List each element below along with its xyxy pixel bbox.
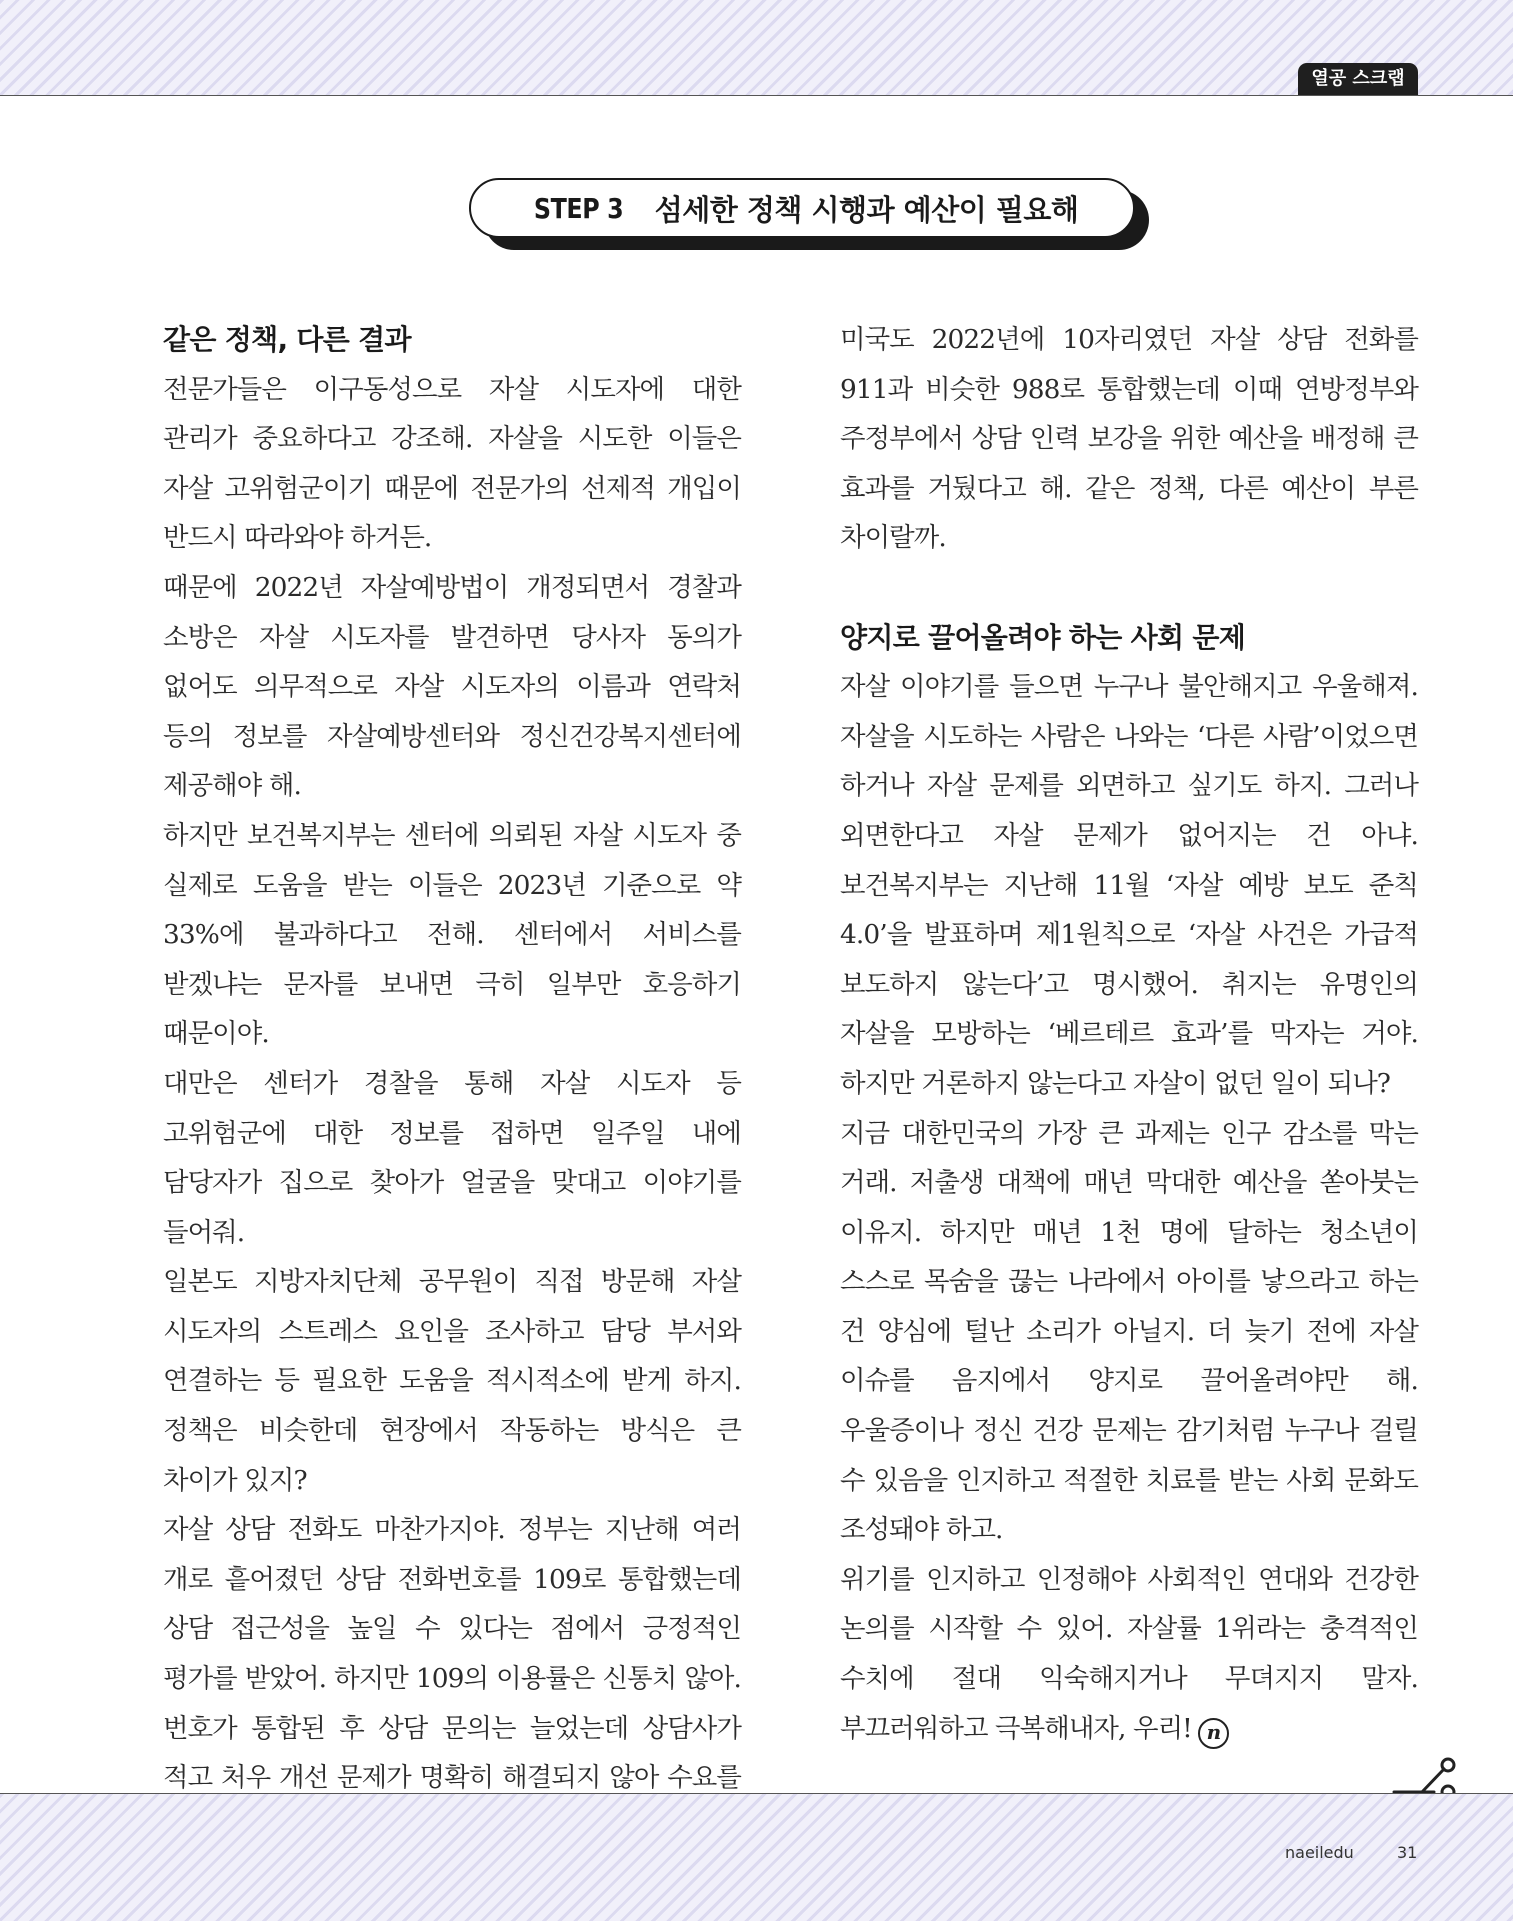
closing-text: 위기를 인지하고 인정해야 사회적인 연대와 건강한 논의를 시작할 수 있어. 자살률 1위라는 충격적인 수치에 절대 익숙해지거나 무뎌지지 말자. 부끄러워하고 극복해내자, 우리! (840, 1563, 1418, 1744)
section-tag: 열공 스크랩 (1298, 63, 1418, 95)
closing-paragraph (840, 1555, 1418, 1753)
step-banner (469, 178, 1135, 238)
body-paragraph: 미국도 2022년에 10자리였던 자살 상담 전화를 911과 비슷한 988로 통합했는데 이때 연방정부와 주정부에서 상담 인력 보강을 위한 예산을 배정해 큰 효과를 거뒀다고 해. 같은 정책, 다른 예산이 부른 차이랄까. (840, 324, 1418, 554)
right-column (840, 315, 1418, 1753)
section-heading: 양지로 끌어올려야 하는 사회 문제 (840, 620, 1246, 654)
paragraph-gap (840, 563, 1418, 613)
top-pattern-band (0, 0, 1513, 96)
end-mark-icon: n (1198, 1718, 1229, 1749)
left-column (163, 315, 741, 1852)
body-paragraph: 하지만 보건복지부는 센터에 의뢰된 자살 시도자 중 실제로 도움을 받는 이들은 2023년 기준으로 약 33%에 불과하다고 전해. 센터에서 서비스를 받겠냐는 문자를 보내면 극히 일부만 호응하기 때문이야. (163, 819, 741, 1050)
body-paragraph: 자살 이야기를 들으면 누구나 불안해지고 우울해져. 자살을 시도하는 사람은 나와는 ‘다른 사람’이었으면 하거나 자살 문제를 외면하고 싶기도 하지. 그러나 외면한다고 자살 문제가 없어지는 건 아냐. 보건복지부는 지난해 11월 ‘자살 예방 보도 준칙 4.0’을 발표하며 제1원칙으로 ‘자살 사건은 가급적 보도하지 않는다’고 명시했어. 취지는 유명인의 자살을 모방하는 ‘베르테르 효과’를 막자는 거야. 하지만 거론하지 않는다고 자살이 없던 일이 되나? (840, 671, 1418, 1099)
body-paragraph: 일본도 지방자치단체 공무원이 직접 방문해 자살 시도자의 스트레스 요인을 조사하고 담당 부서와 연결하는 등 필요한 도움을 적시적소에 받게 하지. 정책은 비슷한데 현장에서 작동하는 방식은 큰 차이가 있지? (163, 1266, 741, 1496)
body-paragraph: 전문가들은 이구동성으로 자살 시도자에 대한 관리가 중요하다고 강조해. 자살을 시도한 이들은 자살 고위험군이기 때문에 전문가의 선제적 개입이 반드시 따라와야 하거든. (163, 373, 741, 554)
step-label: STEP 3 (533, 191, 623, 225)
body-paragraph: 대만은 센터가 경찰을 통해 자살 시도자 등 고위험군에 대한 정보를 접하면 일주일 내에 담당자가 집으로 찾아가 얼굴을 맞대고 이야기를 들어줘. (163, 1067, 741, 1248)
body-paragraph: 지금 대한민국의 가장 큰 과제는 인구 감소를 막는 거래. 저출생 대책에 매년 막대한 예산을 쏟아붓는 이유지. 하지만 매년 1천 명에 달하는 청소년이 스스로 목숨을 끊는 나라에서 아이를 낳으라고 하는 건 양심에 털난 소리가 아닐지. 더 늦기 전에 자살 이슈를 음지에서 양지로 끌어올려야만 해. 우울증이나 정신 건강 문제는 감기처럼 누구나 걸릴 수 있음을 인지하고 적절한 치료를 받는 사회 문화도 조성돼야 하고. (840, 1117, 1418, 1546)
footer-brand: naeiledu (1285, 1843, 1354, 1862)
body-paragraph: 때문에 2022년 자살예방법이 개정되면서 경찰과 소방은 자살 시도자를 발견하면 당사자 동의가 없어도 의무적으로 자살 시도자의 이름과 연락처 등의 정보를 자살예방센터와 정신건강복지센터에 제공해야 해. (163, 571, 741, 802)
step-title: 섬세한 정책 시행과 예산이 필요해 (654, 192, 1079, 227)
body-paragraph: 자살 상담 전화도 마찬가지야. 정부는 지난해 여러 개로 흩어졌던 상담 전화번호를 109로 통합했는데 상담 접근성을 높일 수 있다는 점에서 긍정적인 평가를 받았어. 하지만 109의 이용률은 신통치 않아. 번호가 통합된 후 상담 문의는 늘었는데 상담사가 적고 처우 개선 문제가 명확히 해결되지 않아 수요를 (163, 1514, 741, 1794)
page-number: 31 (1397, 1843, 1418, 1862)
section-heading: 같은 정책, 다른 결과 (163, 323, 411, 356)
